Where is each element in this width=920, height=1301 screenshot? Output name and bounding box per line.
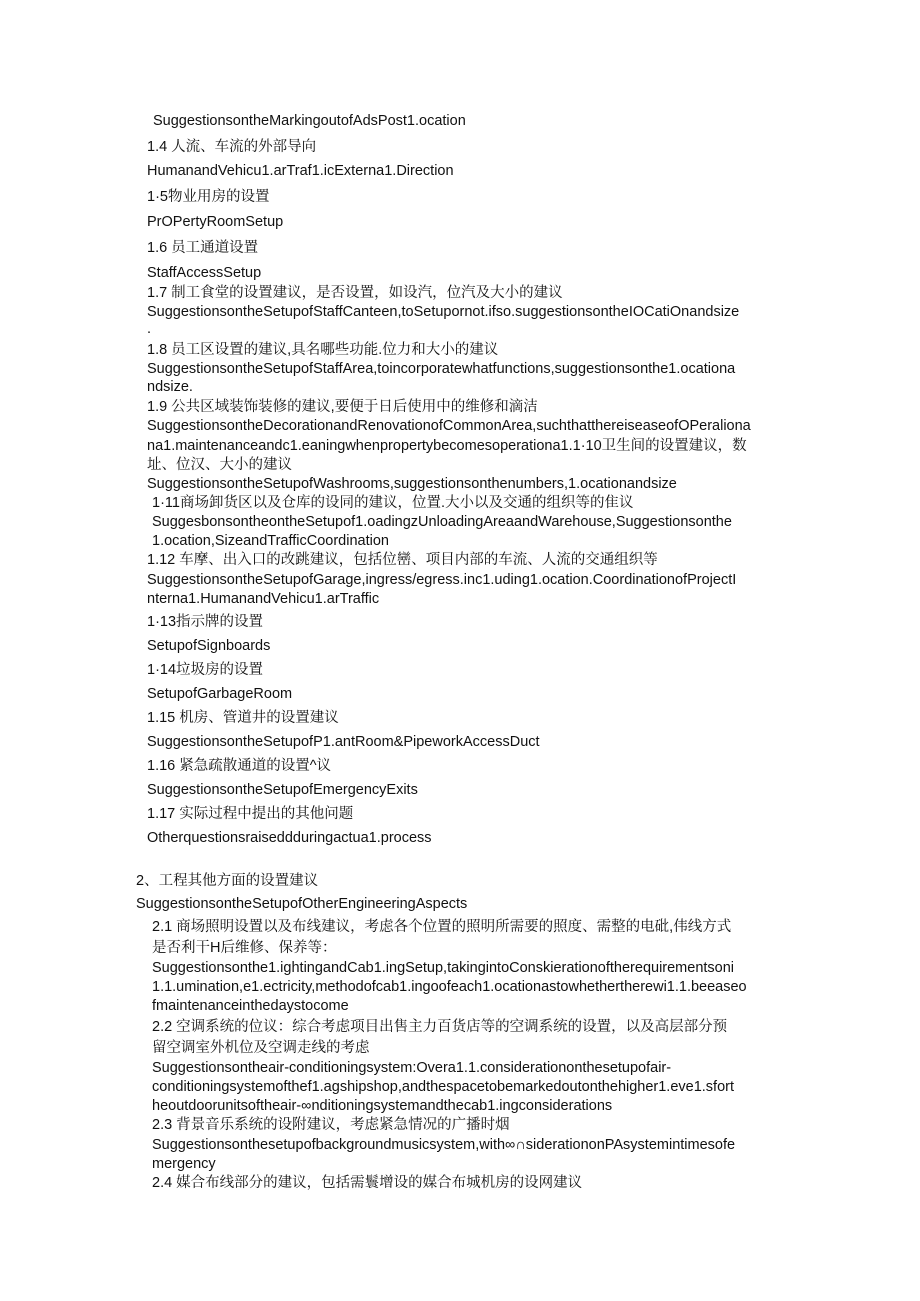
text-line: . (147, 321, 152, 337)
text-line: 留空调室外机位及空调走线的考虑 (152, 1040, 370, 1056)
section-heading: 1.6 员工通道设置 (147, 240, 259, 256)
section-heading: 2.2 空调系统的位议：综合考虑项目出售主力百货店等的空调系统的设置，以及高层部分预 (152, 1019, 728, 1035)
section-heading: 2.1 商场照明设置以及布线建议，考虑各个位置的照明所需要的照度、需整的电砒,伟线方式 (152, 919, 732, 935)
text-line: Suggestionsonthe1.ightingandCab1.ingSetup,takingintoConskierationoftherequirementsoni (152, 960, 735, 976)
text-line: conditioningsystemofthef1.agshipshop,andthespacetobemarkedoutonthehigher1.eve1.sfort (152, 1079, 735, 1095)
text-line: ndsize. (147, 379, 193, 395)
text-line: SuggestionsontheSetupofP1.antRoom&PipeworkAccessDuct (147, 734, 540, 750)
section-heading: 1·11商场卸货区以及仓库的设同的建议，位置.大小以及交通的组织等的隹议 (152, 495, 634, 511)
text-line: SuggestionsontheSetupofStaffArea,toincorporatewhatfunctions,suggestionsonthe1.ocationa (147, 361, 736, 377)
text-line: 是否利干H后维修、保养等： (152, 940, 337, 956)
section-heading: 1.16 紧急疏散通道的设置^议 (147, 758, 332, 774)
section-heading: 2.3 背景音乐系统的设附建议，考虑紧急情况的广播时烟 (152, 1117, 510, 1133)
section-heading: 1.4 人流、车流的外部导向 (147, 139, 317, 155)
text-line: SuggestionsontheSetupofStaffCanteen,toSetupornot.ifso.suggestionsontheIOCatiOnandsize (147, 304, 740, 320)
text-line: SuggesbonsontheontheSetupof1.oadingzUnloadingAreaandWarehouse,Suggestionsonthe (152, 514, 732, 530)
section-heading: 1.8 员工区设置的建议,具名哪些功能.位力和大小的建议 (147, 342, 499, 358)
text-line: SuggestionsontheDecorationandRenovationofCommonArea,suchthattherеiseaseofOPeraliona (147, 418, 751, 434)
text-line: SuggestionsontheSetupofOtherEngineeringAspects (136, 896, 468, 912)
section-heading: 1.7 制工食堂的设置建议，是否设置，如设汽，位汽及大小的建议 (147, 285, 563, 301)
text-line: SuggestionsontheSetupofWashrooms,suggestionsonthenumbers,1.ocationandsize (147, 476, 677, 492)
text-line: SetupofSignboards (147, 638, 271, 654)
section-heading: 1·14垃圾房的设置 (147, 662, 264, 678)
text-line: PrOPertyRoomSetup (147, 214, 284, 230)
text-line: Suggestionsontheair-conditioningsystem:Overa1.1.considerationonthesetupofair- (152, 1060, 672, 1076)
text-line: na1.maintenanceandc1.eaningwhenpropertybecomesoperationa1.1·10卫生间的设置建议，数 (147, 438, 747, 454)
text-line: SetupofGarbageRoom (147, 686, 293, 702)
text-line: nterna1.HumanandVehicu1.arTraffic (147, 591, 380, 607)
text-line: 址、位汉、大小的建议 (147, 457, 292, 473)
text-line: mergency (152, 1156, 216, 1172)
section-heading: 2.4 媒合布线部分的建议，包括需鬟增设的媒合布城机房的设网建议 (152, 1175, 583, 1191)
section-heading: 1.15 机房、管道井的设置建议 (147, 710, 339, 726)
section-heading: 1.17 实际过程中提出的其他问题 (147, 806, 354, 822)
text-line: SuggestionsontheSetupofEmergencyExits (147, 782, 418, 798)
section-heading: 1.9 公共区域装饰装修的建议,要便于日后使用中的维修和滴洁 (147, 399, 538, 415)
text-line: 1.1.umination,e1.ectricity,methodofcab1.ingoofeach1.ocationastowhethertherewi1.1.beeaseo (152, 979, 747, 995)
text-line: HumanandVehicu1.arTraf1.icExterna1.Direction (147, 163, 454, 179)
text-line: heoutdoorunitsoftheair-∞nditioningsystemandthecab1.ingconsiderations (152, 1098, 613, 1114)
section-heading: 1·5物业用房的设置 (147, 189, 270, 205)
text-line: 1.ocation,SizeandTrafficCoordination (152, 533, 389, 549)
text-line: SuggestionsontheMarkingoutofAdsPost1.ocation (153, 113, 466, 129)
text-line: fmaintenanceinthedaystocome (152, 998, 349, 1014)
section-heading: 1.12 车摩、出入口的改跳建议，包括位巒、项目内部的车流、人流的交通组织等 (147, 552, 658, 568)
text-line: SuggestionsontheSetupofGarage,ingress/egress.inc1.uding1.ocation.CoordinationofProjectI (147, 572, 737, 588)
section-heading: 1·13指示牌的设置 (147, 614, 264, 630)
section-heading: 2、工程其他方面的设置建议 (136, 873, 319, 889)
text-line: Suggestionsonthesetupofbackgroundmusicsystem,with∞∩siderationonPAsystemintimesofe (152, 1137, 736, 1153)
text-line: StaffAccessSetup (147, 265, 262, 281)
text-line: Otherquestionsraiseddduringactua1.process (147, 830, 432, 846)
